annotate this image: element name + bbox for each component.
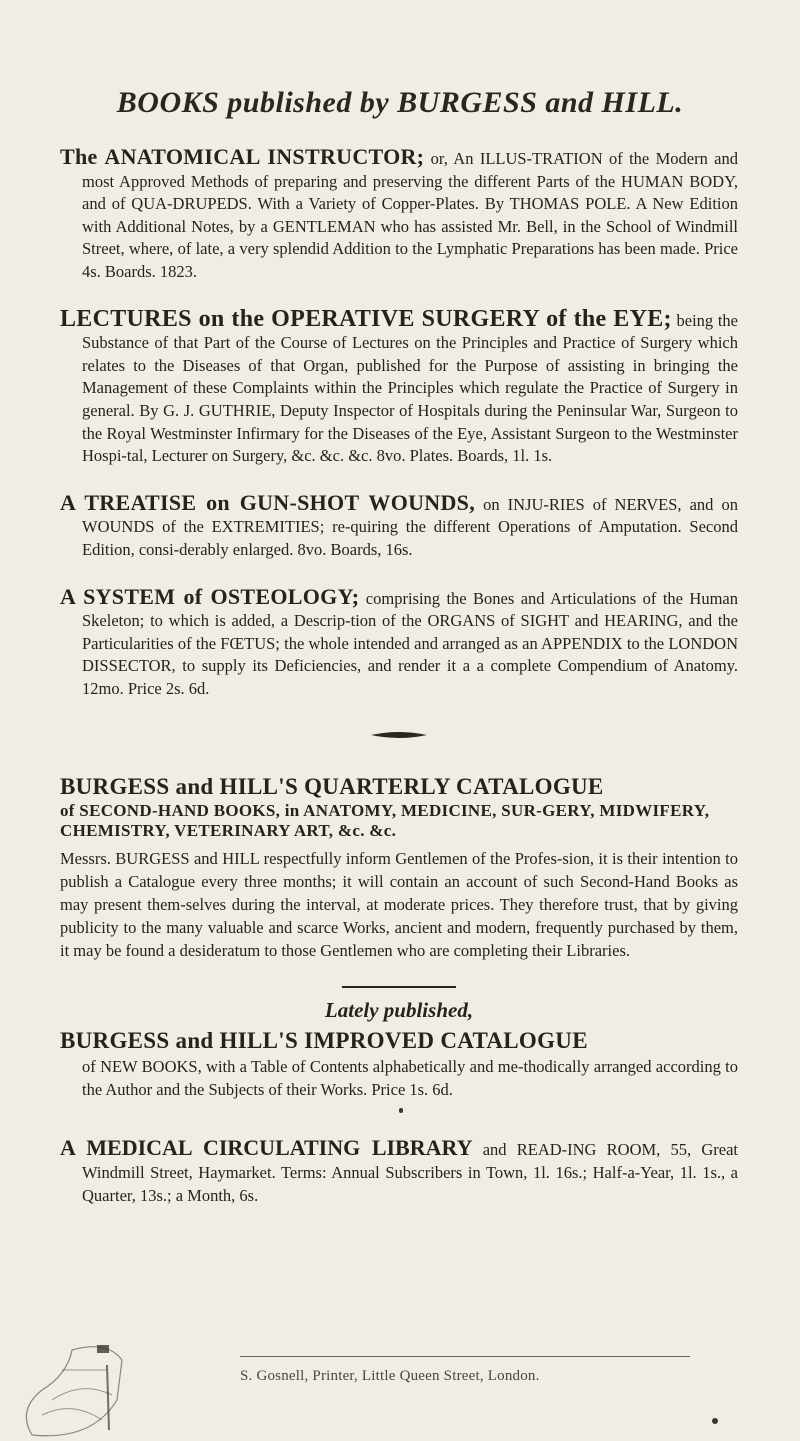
improved-catalogue (60, 998, 738, 1101)
catalogue-subtitle: of SECOND-HAND BOOKS, in ANATOMY, MEDICINE, SUR-GERY, MIDWIFERY, CHEMISTRY, VETERINARY ART, &c. &c. (60, 801, 710, 841)
book-entry-operative-surgery-eye (60, 305, 738, 468)
lately-published-label: Lately published, (324, 998, 474, 1023)
library-stamp-icon (12, 1340, 212, 1441)
book-entry-osteology (60, 583, 738, 701)
medical-circulating-library (60, 1137, 738, 1207)
book-entry-anatomical-instructor (60, 146, 738, 284)
book-entry-gun-shot-wounds (60, 489, 738, 562)
quarterly-catalogue (60, 773, 738, 962)
entry-title: The ANATOMICAL INSTRUCTOR; (60, 144, 425, 169)
ink-dot (712, 1418, 718, 1424)
entry-text: comprising the Bones and Articulations of the Human Skeleton; to which is added, a Descrip-tion of the ORGANS of SIGHT and HEARING, and the Particularities of the FŒTUS; the whole intended and arranged as an APPENDIX to the LONDON DISSECTOR, to supply its Deficiencies, and render it a a complete Compendium of Anatomy. 12mo. Price 2s. 6d. (82, 588, 738, 698)
section-rule (342, 986, 456, 988)
library-title: A MEDICAL CIRCULATING LIBRARY (60, 1135, 473, 1161)
entry-title: A SYSTEM of OSTEOLOGY; (60, 583, 360, 609)
entry-text: being the Substance of that Part of the Course of Lectures on the Principles and Practice of Surgery which relates to the Diseases of that Organ, published for the Purpose of assisting in bringing the Management of these Complaints within the Principles which regulate the Practice of Surgery in general. By G. J. GUTHRIE, Deputy Inspector of Hospitals during the Peninsular War, Surgeon to the Royal Westminster Infirmary for the Diseases of the Eye, Assistant Surgeon to the Westminster Hospi-tal, Lecturer on Surgery, &c. &c. &c. 8vo. Plates. Boards, 1l. 1s. (82, 310, 738, 466)
ornament-divider-icon (60, 724, 738, 745)
page-header: BOOKS published by BURGESS and HILL. (116, 86, 684, 119)
improved-catalogue-text: of NEW BOOKS, with a Table of Contents alphabetically and me-thodically arranged according to the Author and the Subjects of their Works. Price 1s. 6d. (82, 1057, 738, 1100)
entry-text: on INJU-RIES of NERVES, and on WOUNDS of the EXTREMITIES; re-quiring the different Operations of Amputation. Second Edition, consi-derably enlarged. 8vo. Boards, 16s. (82, 494, 738, 559)
printer-imprint: S. Gosnell, Printer, Little Queen Street, London. (240, 1368, 540, 1384)
entry-title: LECTURES on the OPERATIVE SURGERY of the EYE; (60, 305, 672, 332)
content-column (60, 146, 738, 1231)
entry-text: or, An ILLUS-TRATION of the Modern and most Approved Methods of preparing and preserving the different Parts of the HUMAN BODY, and of QUA-DRUPEDS. With a Variety of Copper-Plates. By THOMAS POLE. A New Edition with Additional Notes, by a GENTLEMAN who has assisted Mr. Bell, in the School of Windmill Street, where, of late, a very splendid Addition to the Lymphatic Preparations has been made. Price 4s. Boards. 1823. (82, 149, 738, 281)
library-text: and READ-ING ROOM, 55, Great Windmill Street, Haymarket. Terms: Annual Subscribers in Town, 1l. 16s.; Half-a-Year, 1l. 1s., a Quarter, 13s.; a Month, 6s. (82, 1140, 738, 1205)
catalogue-title: BURGESS and HILL'S QUARTERLY CATALOGUE (60, 774, 604, 800)
catalogue-notice: Messrs. BURGESS and HILL respectfully inform Gentlemen of the Profes-sion, it is their intention to publish a Catalogue every three months; it will contain an account of such Second-Hand Books as may present them-selves during the interval, at moderate prices. They therefore trust, that by giving publicity to the many valuable and scarce Works, ancient and modern, frequently purchased by them, it may be found a desideratum to those Gentlemen who are completing their Libraries. (60, 849, 738, 961)
ink-mark (399, 1108, 403, 1113)
entry-title: A TREATISE on GUN-SHOT WOUNDS, (60, 489, 476, 515)
improved-catalogue-title: BURGESS and HILL'S IMPROVED CATALOGUE (60, 1028, 588, 1054)
printer-rule (240, 1356, 690, 1357)
